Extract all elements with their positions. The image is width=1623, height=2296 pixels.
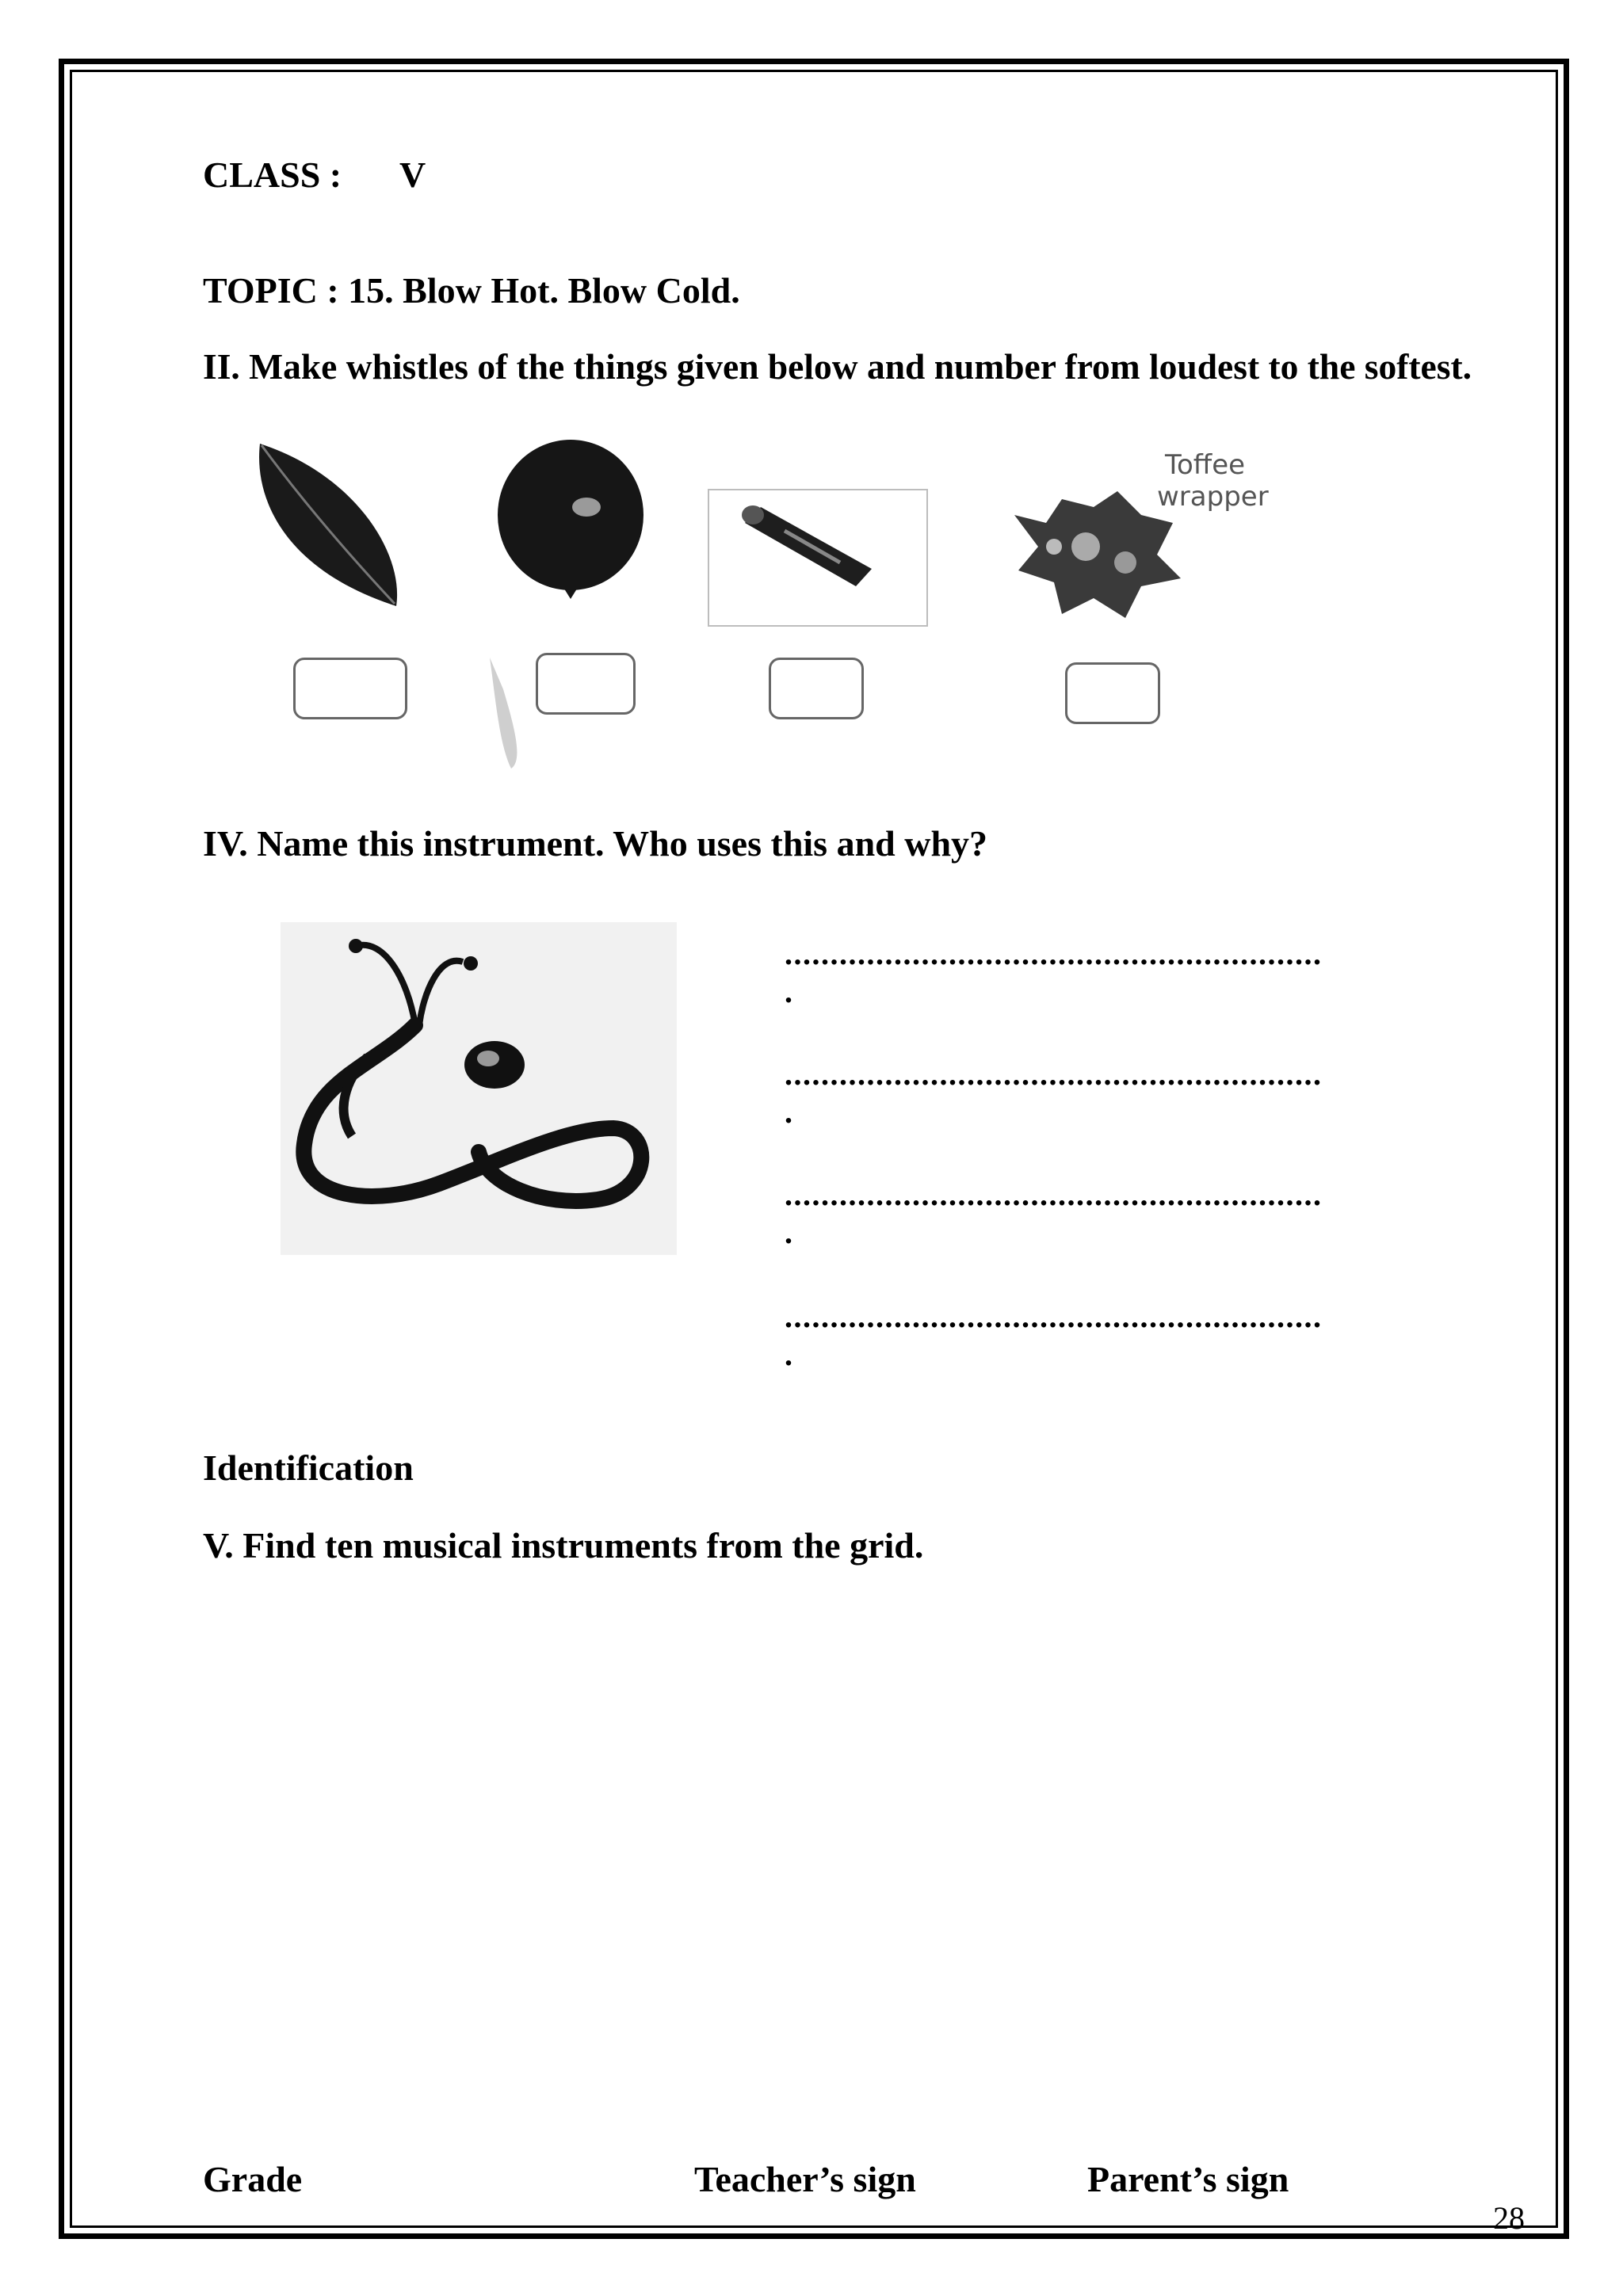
whistle-items-illustration <box>238 428 1300 792</box>
question-5-prompt: V. Find ten musical instruments from the grid. <box>203 1525 924 1566</box>
toffee-wrapper-icon <box>1014 491 1181 618</box>
answer-box-toffee-wrapper[interactable] <box>1065 662 1160 724</box>
question-2-prompt: II. Make whistles of the things given below and number from loudest to the softest. <box>203 346 1472 387</box>
leaf-icon <box>259 444 397 606</box>
whistle-items-drawing <box>238 428 1300 792</box>
answer-line-2[interactable]: ........................................................... <box>785 1056 1323 1092</box>
teacher-sign-label: Teacher’s sign <box>694 2159 916 2199</box>
answer-line-4[interactable]: ........................................................... <box>785 1299 1323 1334</box>
answer-box-tube[interactable] <box>769 658 864 719</box>
answer-line-4-tail: . <box>785 1337 792 1372</box>
tube-icon <box>708 490 927 626</box>
stethoscope-icon <box>281 922 677 1255</box>
answer-line-2-tail: . <box>785 1094 792 1130</box>
answer-line-1-tail: . <box>785 974 792 1009</box>
smudge-mark <box>490 658 517 769</box>
answer-box-balloon[interactable] <box>536 653 636 715</box>
toffee-label-line1: Toffee <box>1165 449 1246 481</box>
answer-line-1[interactable]: ........................................................... <box>785 936 1323 971</box>
topic-title: TOPIC : 15. Blow Hot. Blow Cold. <box>203 270 740 311</box>
answer-line-3-tail: . <box>785 1215 792 1250</box>
parent-sign-label: Parent’s sign <box>1087 2159 1289 2199</box>
toffee-label-line2: wrapper <box>1157 481 1269 513</box>
page-number: 28 <box>1493 2200 1525 2236</box>
answer-line-3[interactable]: ........................................................... <box>785 1177 1323 1212</box>
grade-label: Grade <box>203 2159 303 2199</box>
class-value: V <box>399 154 426 195</box>
class-label: CLASS : <box>203 154 342 195</box>
stethoscope-image <box>281 922 677 1255</box>
identification-heading: Identification <box>203 1447 414 1488</box>
answer-box-leaf[interactable] <box>293 658 407 719</box>
question-4-prompt: IV. Name this instrument. Who uses this and why? <box>203 823 988 864</box>
balloon-icon <box>498 440 643 599</box>
